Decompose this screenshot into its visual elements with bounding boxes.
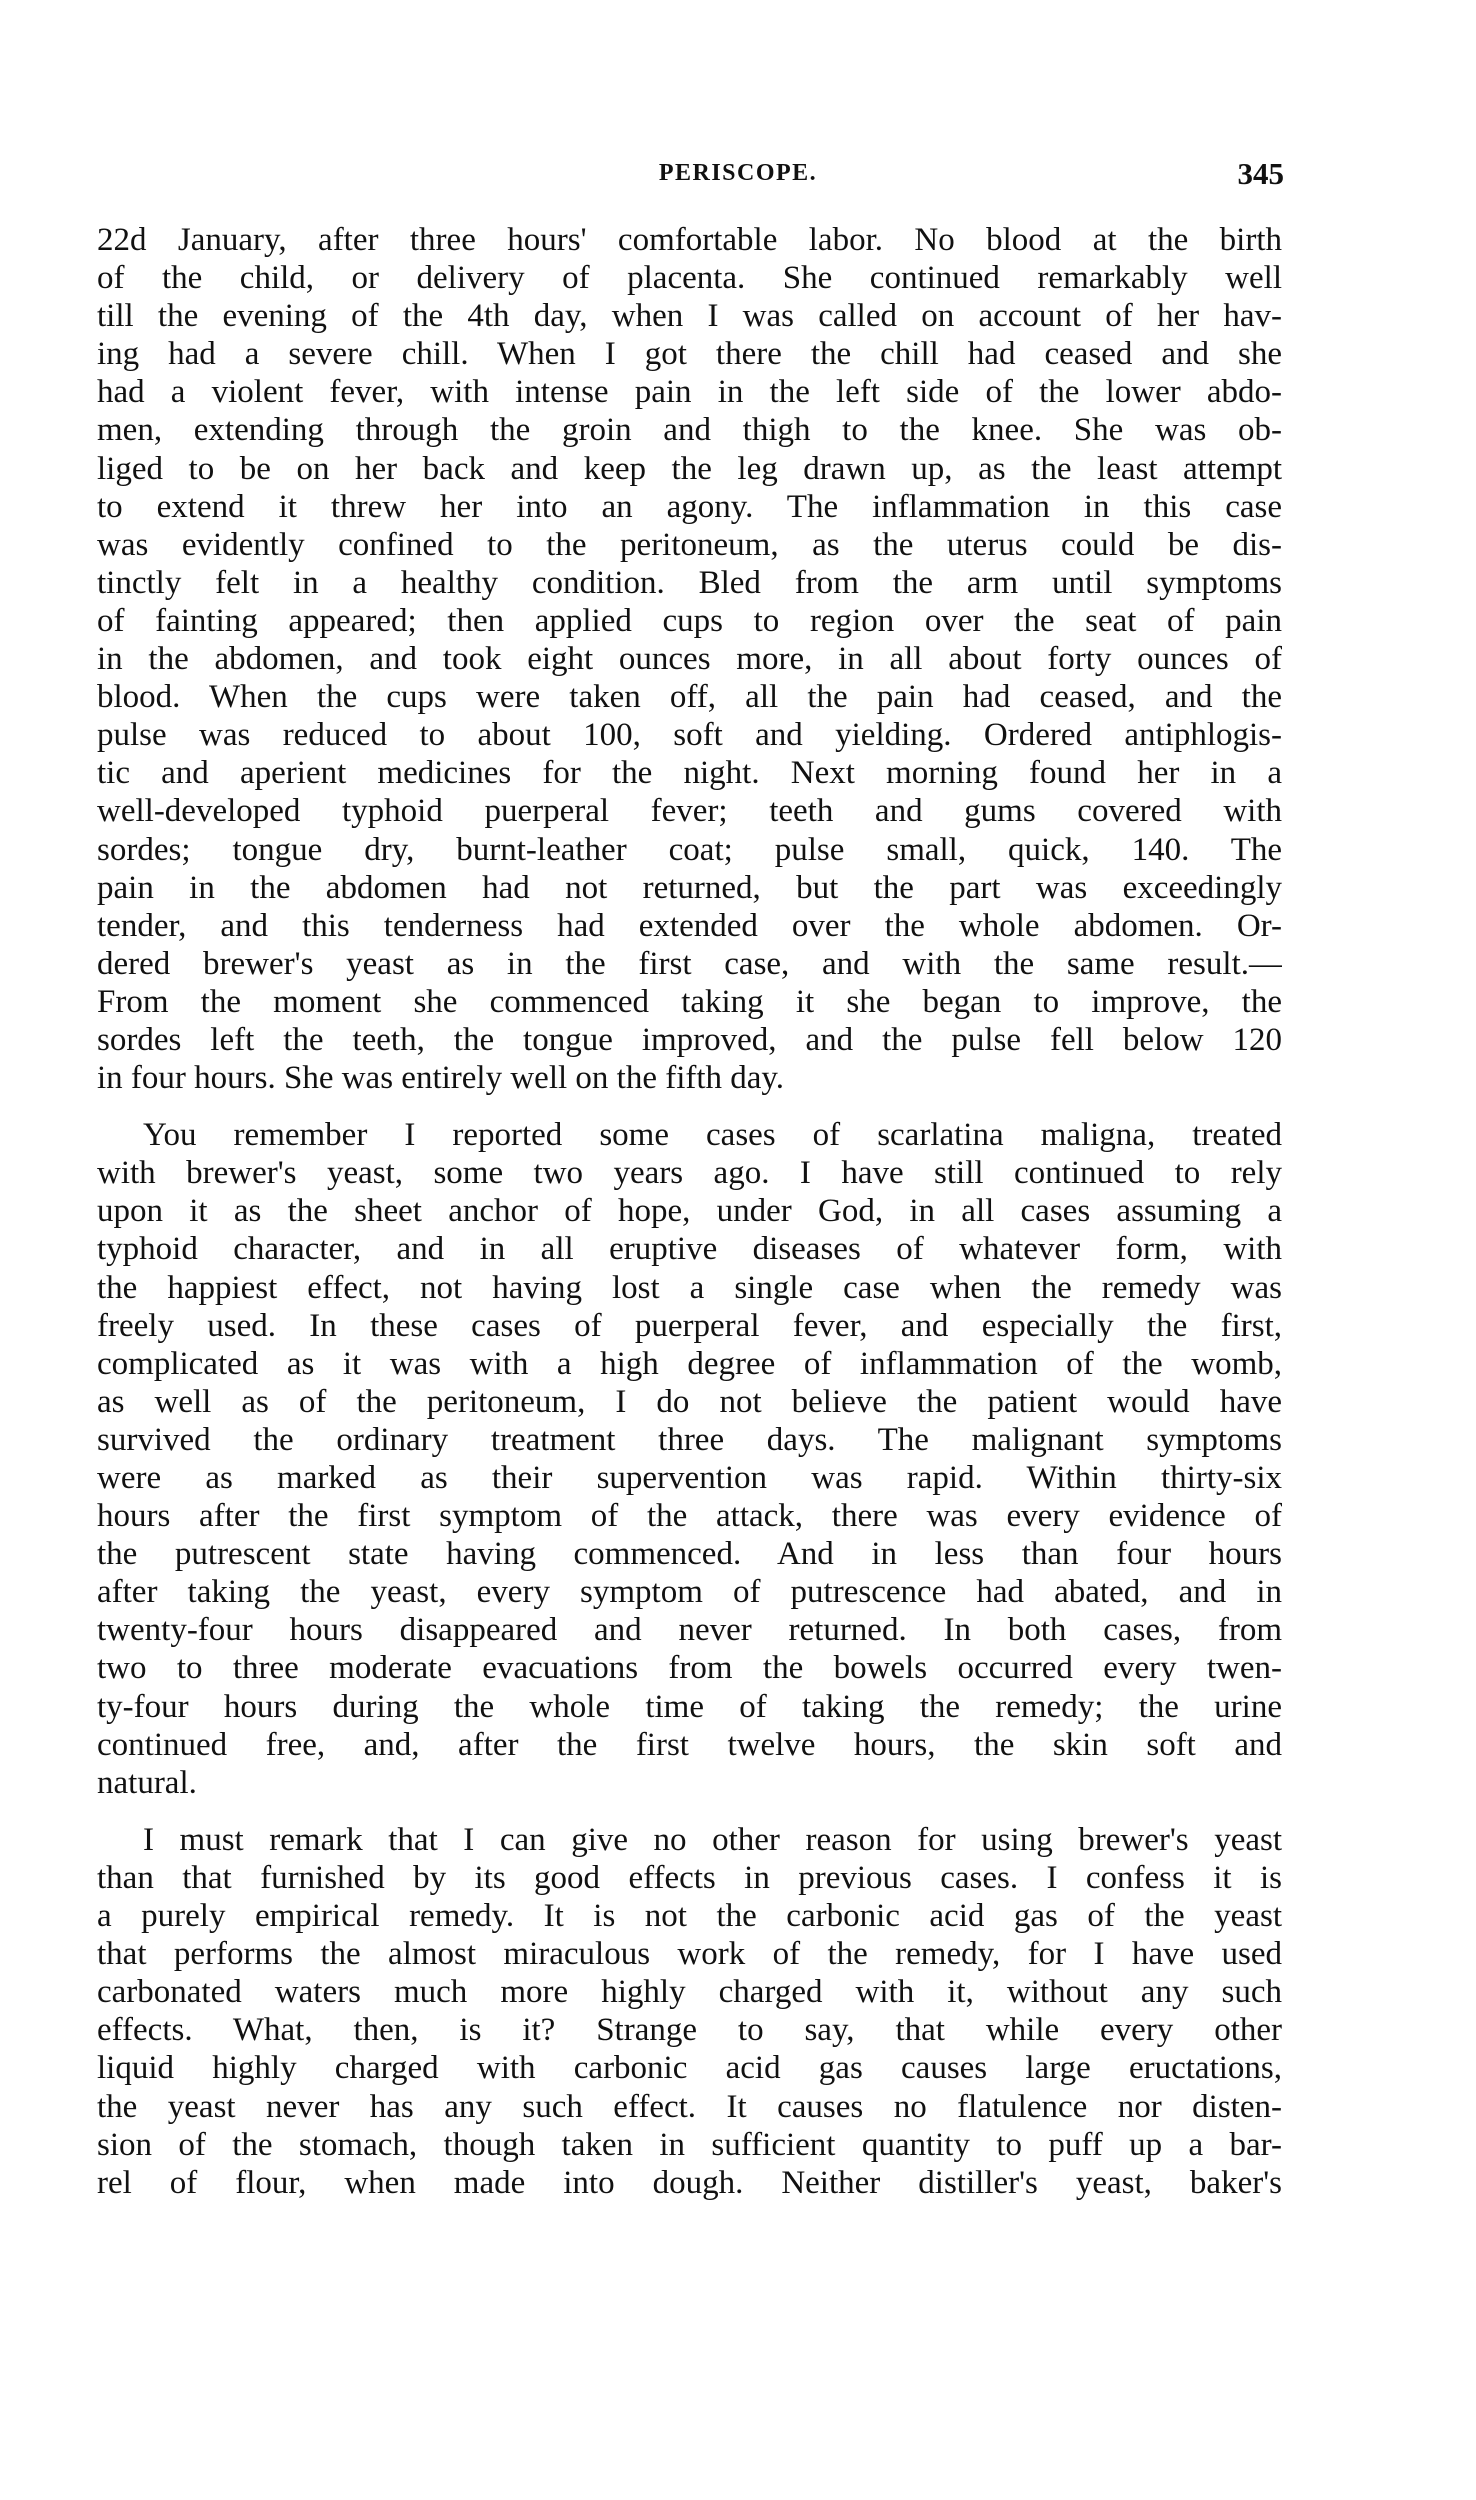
- text-line: that performs the almost miraculous work of the remedy, for I have used: [97, 1936, 1282, 1973]
- text-line: as well as of the peritoneum, I do not believe the patient would have: [97, 1383, 1282, 1420]
- text-line: sordes; tongue dry, burnt-leather coat; pulse small, quick, 140. The: [97, 831, 1282, 868]
- running-title: PERISCOPE.: [658, 160, 818, 186]
- text-line: freely used. In these cases of puerperal fever, and especially the first,: [97, 1307, 1282, 1344]
- text-line: continued free, and, after the first twelve hours, the skin soft and: [97, 1726, 1282, 1763]
- text-line: typhoid character, and in all eruptive diseases of whatever form, with: [97, 1231, 1282, 1268]
- text-line: ty-four hours during the whole time of taking the remedy; the urine: [97, 1688, 1282, 1725]
- text-line: the happiest effect, not having lost a single case when the remedy was: [97, 1269, 1282, 1306]
- text-line: effects. What, then, is it? Strange to say, that while every other: [97, 2012, 1282, 2049]
- text-line: of the child, or delivery of placenta. She continued remarkably well: [97, 260, 1282, 297]
- text-line: sordes left the teeth, the tongue improved, and the pulse fell below 120: [97, 1021, 1282, 1058]
- text-line: natural.: [97, 1764, 197, 1801]
- text-line: two to three moderate evacuations from the bowels occurred every twen-: [97, 1650, 1282, 1687]
- page-number: 345: [1237, 156, 1284, 191]
- text-line: complicated as it was with a high degree of inflammation of the womb,: [97, 1345, 1282, 1382]
- text-line: the putrescent state having commenced. And in less than four hours: [97, 1536, 1282, 1573]
- text-line: liged to be on her back and keep the leg drawn up, as the least attempt: [97, 450, 1282, 487]
- text-line: tic and aperient medicines for the night. Next morning found her in a: [97, 755, 1282, 792]
- text-line: than that furnished by its good effects in previous cases. I confess it is: [97, 1859, 1282, 1896]
- text-line: the yeast never has any such effect. It causes no flatulence nor disten-: [97, 2088, 1282, 2125]
- text-line: to extend it threw her into an agony. The inflammation in this case: [97, 488, 1282, 525]
- text-line: twenty-four hours disappeared and never returned. In both cases, from: [97, 1612, 1282, 1649]
- text-line: survived the ordinary treatment three days. The malignant symptoms: [97, 1421, 1282, 1458]
- body-text: [97, 221, 1282, 2202]
- text-line: carbonated waters much more highly charged with it, without any such: [97, 1974, 1282, 2011]
- text-line: sion of the stomach, though taken in sufficient quantity to puff up a bar-: [97, 2126, 1282, 2163]
- text-line: I must remark that I can give no other reason for using brewer's yeast: [143, 1821, 1282, 1858]
- text-line: rel of flour, when made into dough. Neither distiller's yeast, baker's: [97, 2164, 1282, 2201]
- text-line: ing had a severe chill. When I got there the chill had ceased and she: [97, 336, 1282, 373]
- text-line: had a violent fever, with intense pain in the left side of the lower abdo-: [97, 374, 1282, 411]
- text-line: hours after the first symptom of the attack, there was every evidence of: [97, 1498, 1282, 1535]
- text-line: 22d January, after three hours' comfortable labor. No blood at the birth: [97, 222, 1282, 258]
- text-line: pain in the abdomen had not returned, but the part was exceedingly: [97, 869, 1282, 906]
- text-line: You remember I reported some cases of scarlatina maligna, treated: [143, 1117, 1282, 1154]
- running-head: [0, 150, 1476, 200]
- text-line: with brewer's yeast, some two years ago. I have still continued to rely: [97, 1155, 1282, 1192]
- text-line: a purely empirical remedy. It is not the carbonic acid gas of the yeast: [97, 1898, 1282, 1935]
- text-line: till the evening of the 4th day, when I was called on account of her hav-: [97, 298, 1282, 335]
- text-line: of fainting appeared; then applied cups to region over the seat of pain: [97, 602, 1282, 639]
- text-line: From the moment she commenced taking it she began to improve, the: [97, 983, 1282, 1020]
- paragraph-2: [97, 1116, 1282, 1802]
- text-line: tender, and this tenderness had extended over the whole abdomen. Or-: [97, 907, 1282, 944]
- text-line: dered brewer's yeast as in the first case, and with the same result.—: [97, 945, 1282, 982]
- text-line: after taking the yeast, every symptom of putrescence had abated, and in: [97, 1574, 1282, 1611]
- text-line: was evidently confined to the peritoneum, as the uterus could be dis-: [97, 526, 1282, 563]
- text-line: upon it as the sheet anchor of hope, under God, in all cases assuming a: [97, 1193, 1282, 1230]
- text-line: in four hours. She was entirely well on the fifth day.: [97, 1060, 785, 1097]
- paragraph-1: [97, 221, 1282, 1097]
- text-line: in the abdomen, and took eight ounces more, in all about forty ounces of: [97, 641, 1282, 678]
- text-line: liquid highly charged with carbonic acid gas causes large eructations,: [97, 2050, 1282, 2087]
- text-line: well-developed typhoid puerperal fever; teeth and gums covered with: [97, 793, 1282, 830]
- text-line: were as marked as their supervention was rapid. Within thirty-six: [97, 1460, 1282, 1496]
- text-line: blood. When the cups were taken off, all the pain had ceased, and the: [97, 679, 1282, 716]
- text-line: pulse was reduced to about 100, soft and yielding. Ordered antiphlogis-: [97, 717, 1282, 754]
- text-line: tinctly felt in a healthy condition. Bled from the arm until symptoms: [97, 564, 1282, 601]
- text-line: men, extending through the groin and thigh to the knee. She was ob-: [97, 412, 1282, 449]
- paragraph-3: [97, 1821, 1282, 2202]
